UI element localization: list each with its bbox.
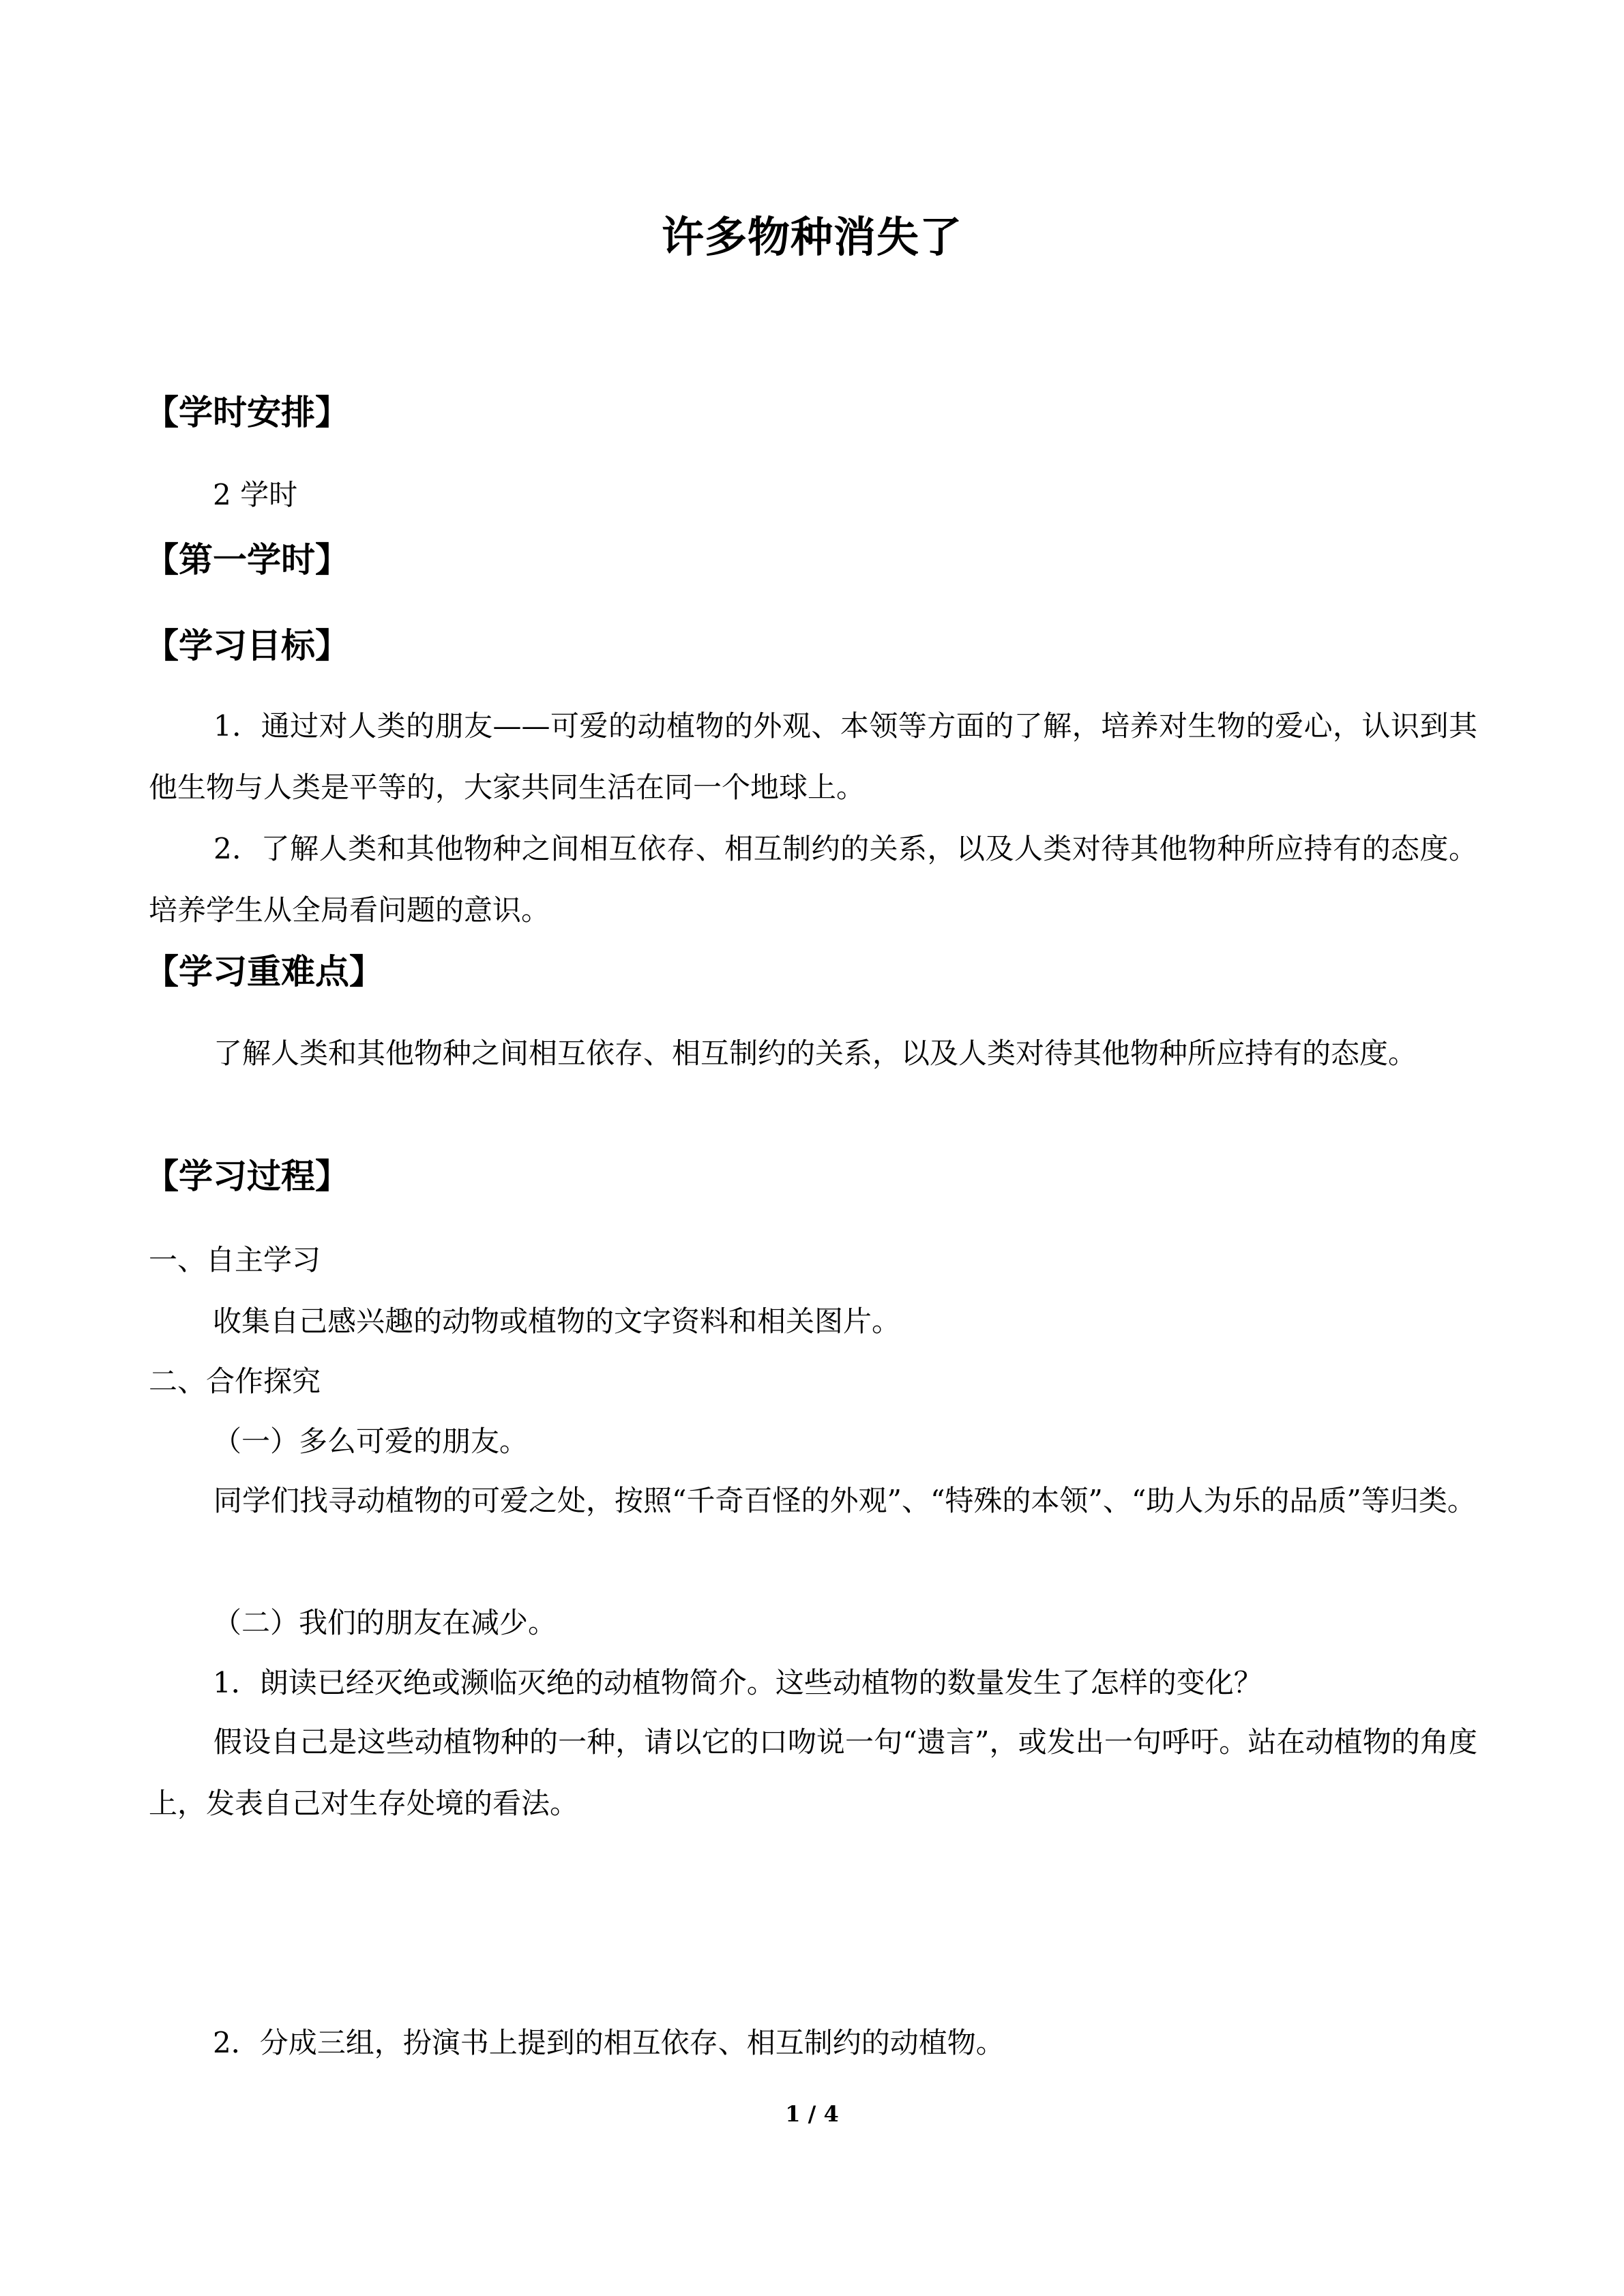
first-period-heading: 【第一学时】 bbox=[145, 540, 349, 580]
step1-extra-text: 假设自己是这些动植物种的一种，请以它的口吻说一句“遗言”，或发出一句呼吁。站在动植物的角度上，发表自己对生存处境的看法。 bbox=[149, 1725, 1477, 1820]
key-points-heading: 【学习重难点】 bbox=[145, 952, 383, 992]
goals-heading: 【学习目标】 bbox=[145, 626, 349, 666]
part1-title: 一、自主学习 bbox=[149, 1243, 321, 1277]
step1-text: 1．朗读已经灭绝或濒临灭绝的动植物简介。这些动植物的数量发生了怎样的变化？ bbox=[213, 1666, 1263, 1699]
process-heading: 【学习过程】 bbox=[145, 1157, 349, 1196]
page-number: 1 / 4 bbox=[785, 2101, 839, 2127]
sub1-text: 同学们找寻动植物的可爱之处，按照“千奇百怪的外观”、“特殊的本领”、“助人为乐的品质”等归类。 bbox=[213, 1484, 1476, 1517]
page-title: 许多物种消失了 bbox=[661, 212, 962, 262]
goal-item-2: 2．了解人类和其他物种之间相互依存、相互制约的关系，以及人类对待其他物种所应持有的态度。培养学生从全局看问题的意识。 bbox=[149, 832, 1477, 927]
sub1-title: （一）多么可爱的朋友。 bbox=[213, 1425, 529, 1458]
part1-text: 收集自己感兴趣的动物或植物的文字资料和相关图片。 bbox=[213, 1304, 901, 1338]
step2-text: 2．分成三组，扮演书上提到的相互依存、相互制约的动植物。 bbox=[213, 2026, 1005, 2059]
schedule-content: 2 学时 bbox=[213, 478, 298, 511]
part2-title: 二、合作探究 bbox=[149, 1365, 321, 1398]
sub2-title: （二）我们的朋友在减少。 bbox=[213, 1606, 557, 1639]
schedule-heading: 【学时安排】 bbox=[145, 393, 349, 432]
goal-item-1: 1．通过对人类的朋友——可爱的动植物的外观、本领等方面的了解，培养对生物的爱心，认识到其他生物与人类是平等的，大家共同生活在同一个地球上。 bbox=[149, 709, 1477, 804]
key-points-content: 了解人类和其他物种之间相互依存、相互制约的关系，以及人类对待其他物种所应持有的态度。 bbox=[213, 1037, 1417, 1070]
